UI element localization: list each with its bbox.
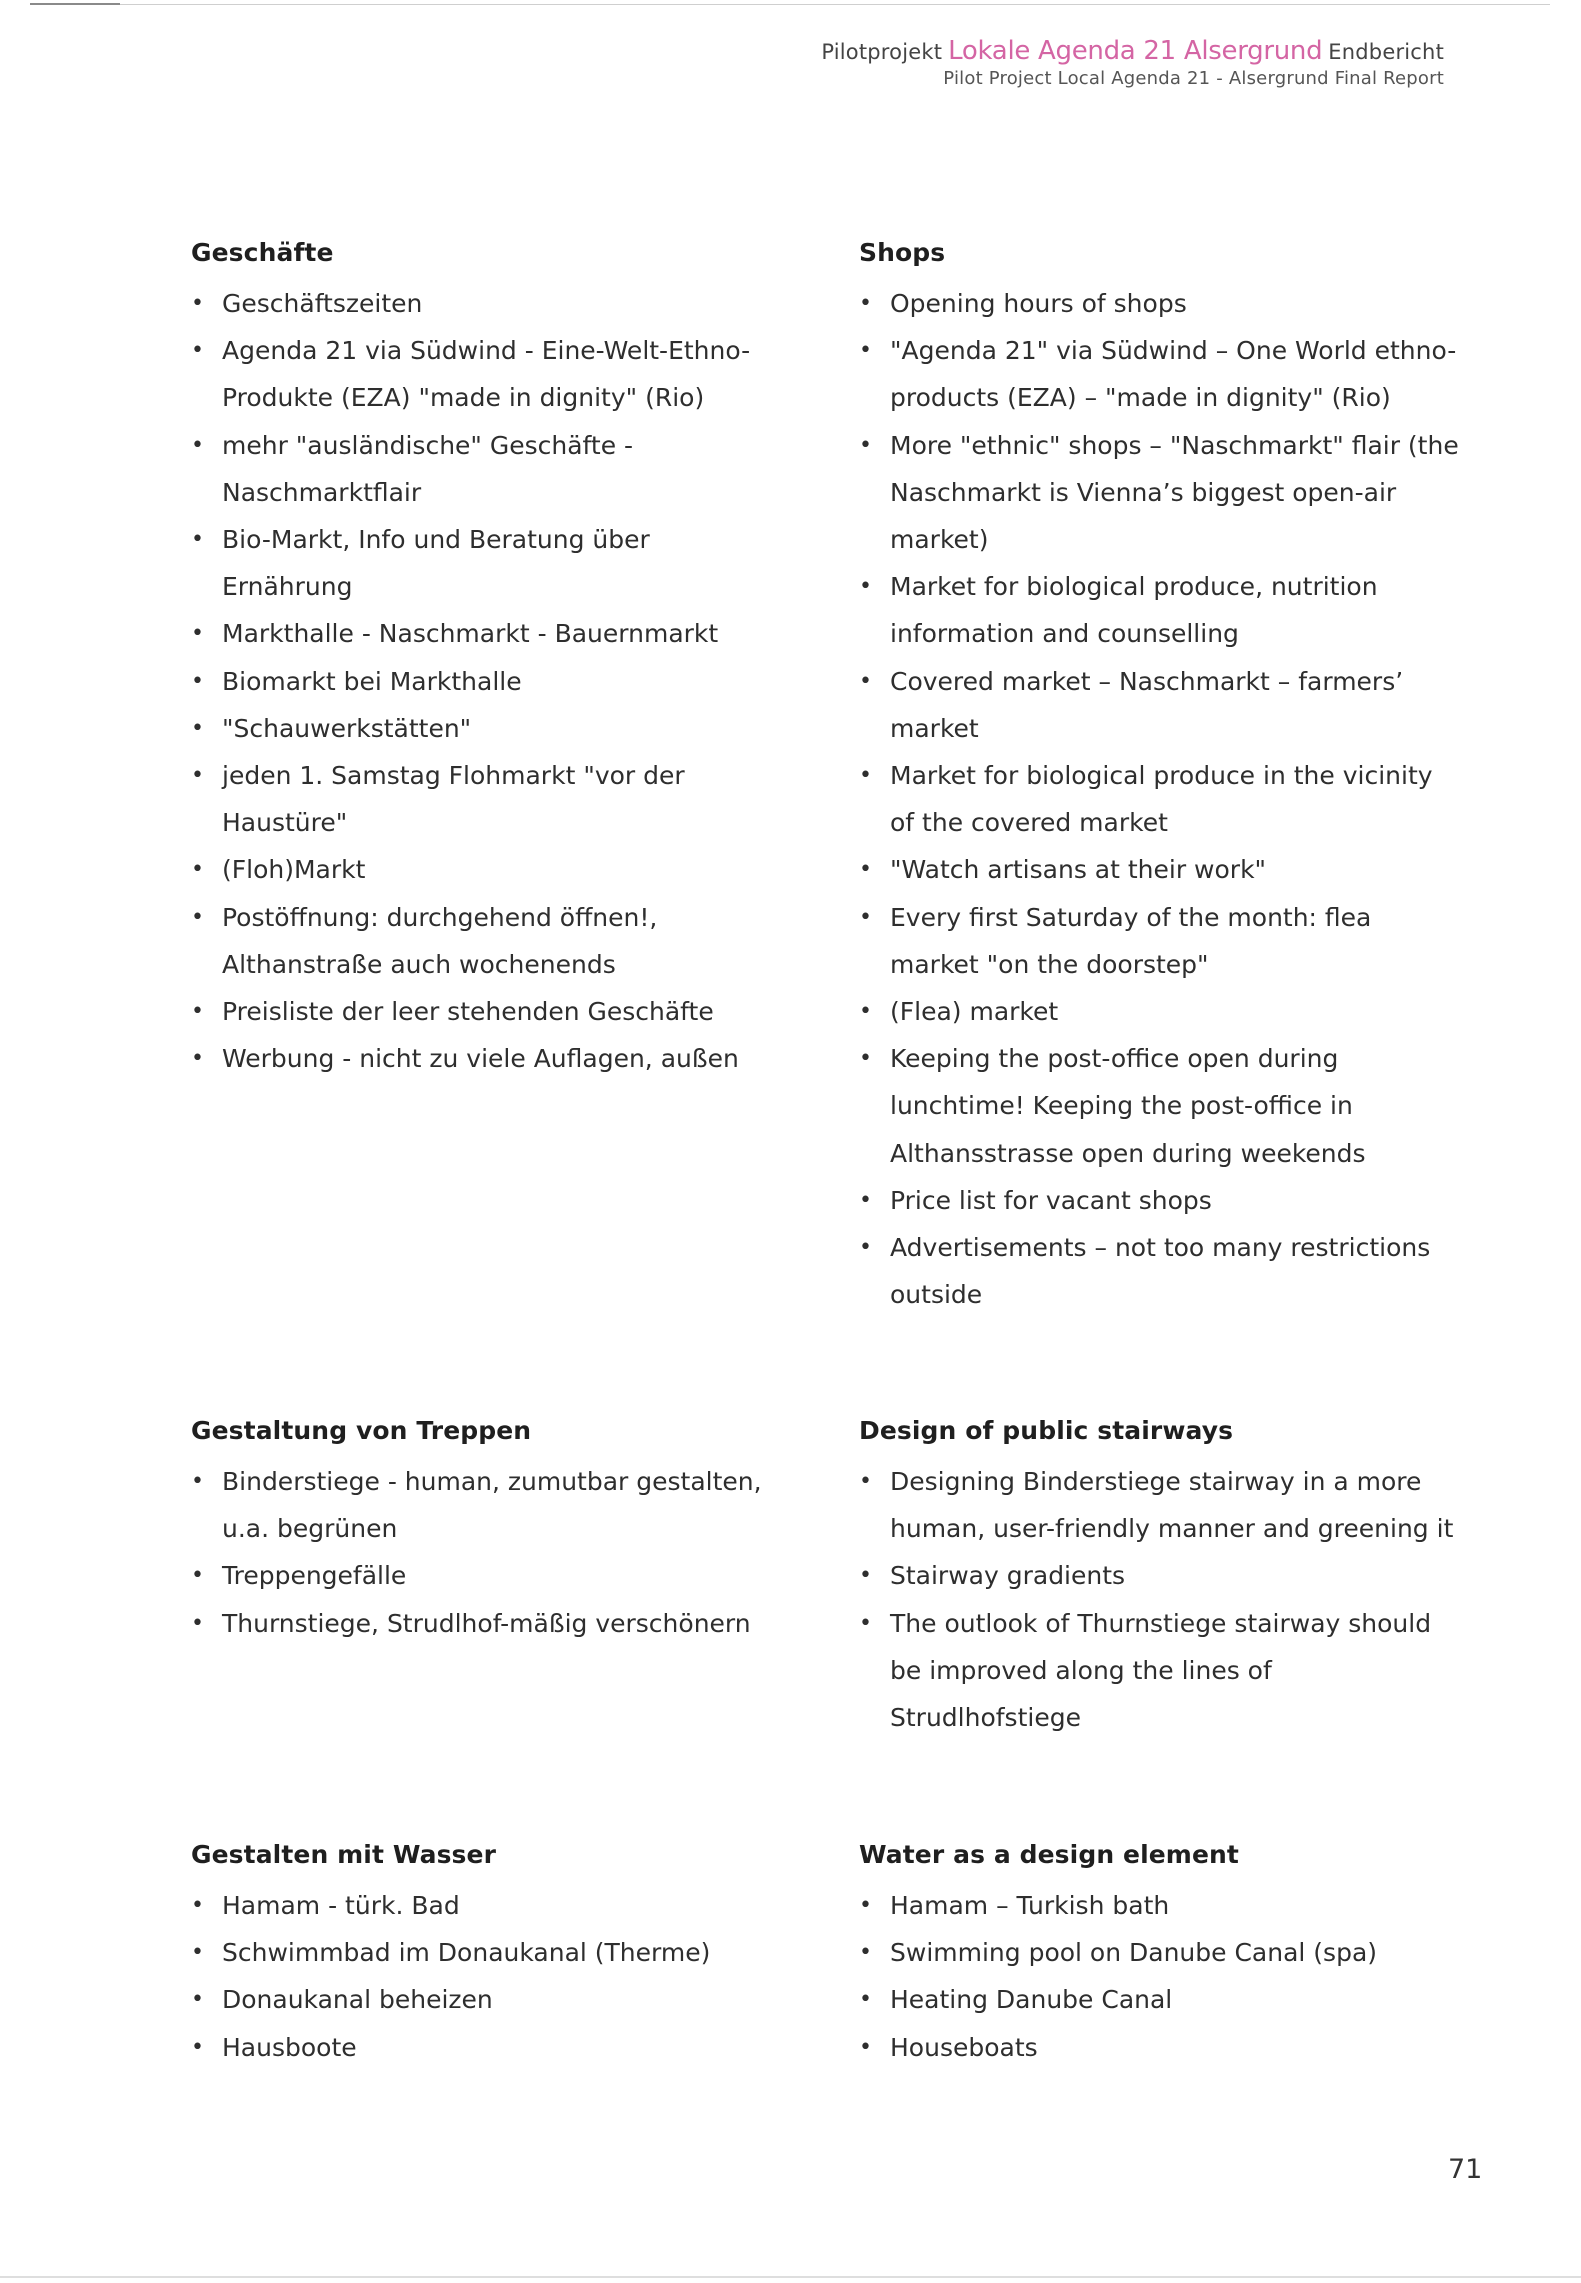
bullet-list <box>191 280 781 1082</box>
top-rule-accent <box>30 3 120 5</box>
list-item: • Hamam – Turkish bath <box>859 1882 1459 1929</box>
list-item: • Market for biological produce in the vicinity of the covered market <box>859 752 1459 846</box>
bullet-list <box>859 280 1459 1318</box>
top-rule <box>30 4 1550 5</box>
header-project-name: Lokale Agenda 21 Alsergrund <box>948 36 1323 66</box>
list-item: • Swimming pool on Danube Canal (spa) <box>859 1929 1459 1976</box>
header-project-label: Pilotprojekt <box>821 40 943 64</box>
list-item: • Hamam - türk. Bad <box>191 1882 781 1929</box>
list-item: • Opening hours of shops <box>859 280 1459 327</box>
section-title: Design of public stairways <box>859 1416 1234 1445</box>
running-header <box>821 36 1444 89</box>
list-item: • Market for biological produce, nutrition information and counselling <box>859 563 1459 657</box>
list-item: • Every first Saturday of the month: flea market "on the doorstep" <box>859 894 1459 988</box>
bullet-list <box>191 1882 781 2071</box>
list-item: • Binderstiege - human, zumutbar gestalten, u.a. begrünen <box>191 1458 781 1552</box>
page-number: 71 <box>1448 2154 1483 2185</box>
section-en-stairways <box>859 1414 1459 1741</box>
list-item: • Price list for vacant shops <box>859 1177 1459 1224</box>
list-item: • mehr "ausländische" Geschäfte - Naschmarktflair <box>191 422 781 516</box>
header-report-label: Endbericht <box>1328 40 1444 64</box>
list-item: • jeden 1. Samstag Flohmarkt "vor der Haustüre" <box>191 752 781 846</box>
section-en-shops <box>859 236 1459 1318</box>
list-item: • Biomarkt bei Markthalle <box>191 658 781 705</box>
list-item: • Postöffnung: durchgehend öffnen!, Althanstraße auch wochenends <box>191 894 781 988</box>
list-item: • Advertisements – not too many restrictions outside <box>859 1224 1459 1318</box>
section-title: Gestaltung von Treppen <box>191 1416 532 1445</box>
bullet-list <box>191 1458 781 1647</box>
list-item: • "Watch artisans at their work" <box>859 846 1459 893</box>
section-title: Gestalten mit Wasser <box>191 1840 497 1869</box>
list-item: • Donaukanal beheizen <box>191 1976 781 2023</box>
section-de-water <box>191 1838 781 2071</box>
list-item: • "Schauwerkstätten" <box>191 705 781 752</box>
section-de-shops <box>191 236 781 1082</box>
list-item: • (Floh)Markt <box>191 846 781 893</box>
list-item: • Thurnstiege, Strudlhof-mäßig verschönern <box>191 1600 781 1647</box>
list-item: • Stairway gradients <box>859 1552 1459 1599</box>
list-item: • Designing Binderstiege stairway in a more human, user-friendly manner and greening it <box>859 1458 1459 1552</box>
list-item: • Markthalle - Naschmarkt - Bauernmarkt <box>191 610 781 657</box>
list-item: • Heating Danube Canal <box>859 1976 1459 2023</box>
header-line-2: Pilot Project Local Agenda 21 - Alsergrund Final Report <box>943 68 1444 89</box>
list-item: • Hausboote <box>191 2024 781 2071</box>
section-title: Shops <box>859 238 946 267</box>
section-en-water <box>859 1838 1459 2071</box>
list-item: • The outlook of Thurnstiege stairway should be improved along the lines of Strudlhofstiege <box>859 1600 1459 1742</box>
list-item: • Preisliste der leer stehenden Geschäfte <box>191 988 781 1035</box>
bottom-rule <box>0 2276 1581 2278</box>
list-item: • (Flea) market <box>859 988 1459 1035</box>
header-line-1 <box>821 36 1444 66</box>
bullet-list <box>859 1882 1459 2071</box>
list-item: • Schwimmbad im Donaukanal (Therme) <box>191 1929 781 1976</box>
list-item: • More "ethnic" shops – "Naschmarkt" flair (the Naschmarkt is Vienna’s biggest open-air market) <box>859 422 1459 564</box>
list-item: • "Agenda 21" via Südwind – One World ethno-products (EZA) – "made in dignity" (Rio) <box>859 327 1459 421</box>
list-item: • Agenda 21 via Südwind - Eine-Welt-Ethno-Produkte (EZA) "made in dignity" (Rio) <box>191 327 781 421</box>
section-title: Geschäfte <box>191 238 334 267</box>
list-item: • Houseboats <box>859 2024 1459 2071</box>
list-item: • Treppengefälle <box>191 1552 781 1599</box>
list-item: • Bio-Markt, Info und Beratung über Ernährung <box>191 516 781 610</box>
list-item: • Keeping the post-office open during lunchtime! Keeping the post-office in Althansstrasse open during weekends <box>859 1035 1459 1177</box>
list-item: • Geschäftszeiten <box>191 280 781 327</box>
bullet-list <box>859 1458 1459 1741</box>
section-title: Water as a design element <box>859 1840 1239 1869</box>
list-item: • Werbung - nicht zu viele Auflagen, außen <box>191 1035 781 1082</box>
list-item: • Covered market – Naschmarkt – farmers’ market <box>859 658 1459 752</box>
section-de-stairways <box>191 1414 781 1647</box>
